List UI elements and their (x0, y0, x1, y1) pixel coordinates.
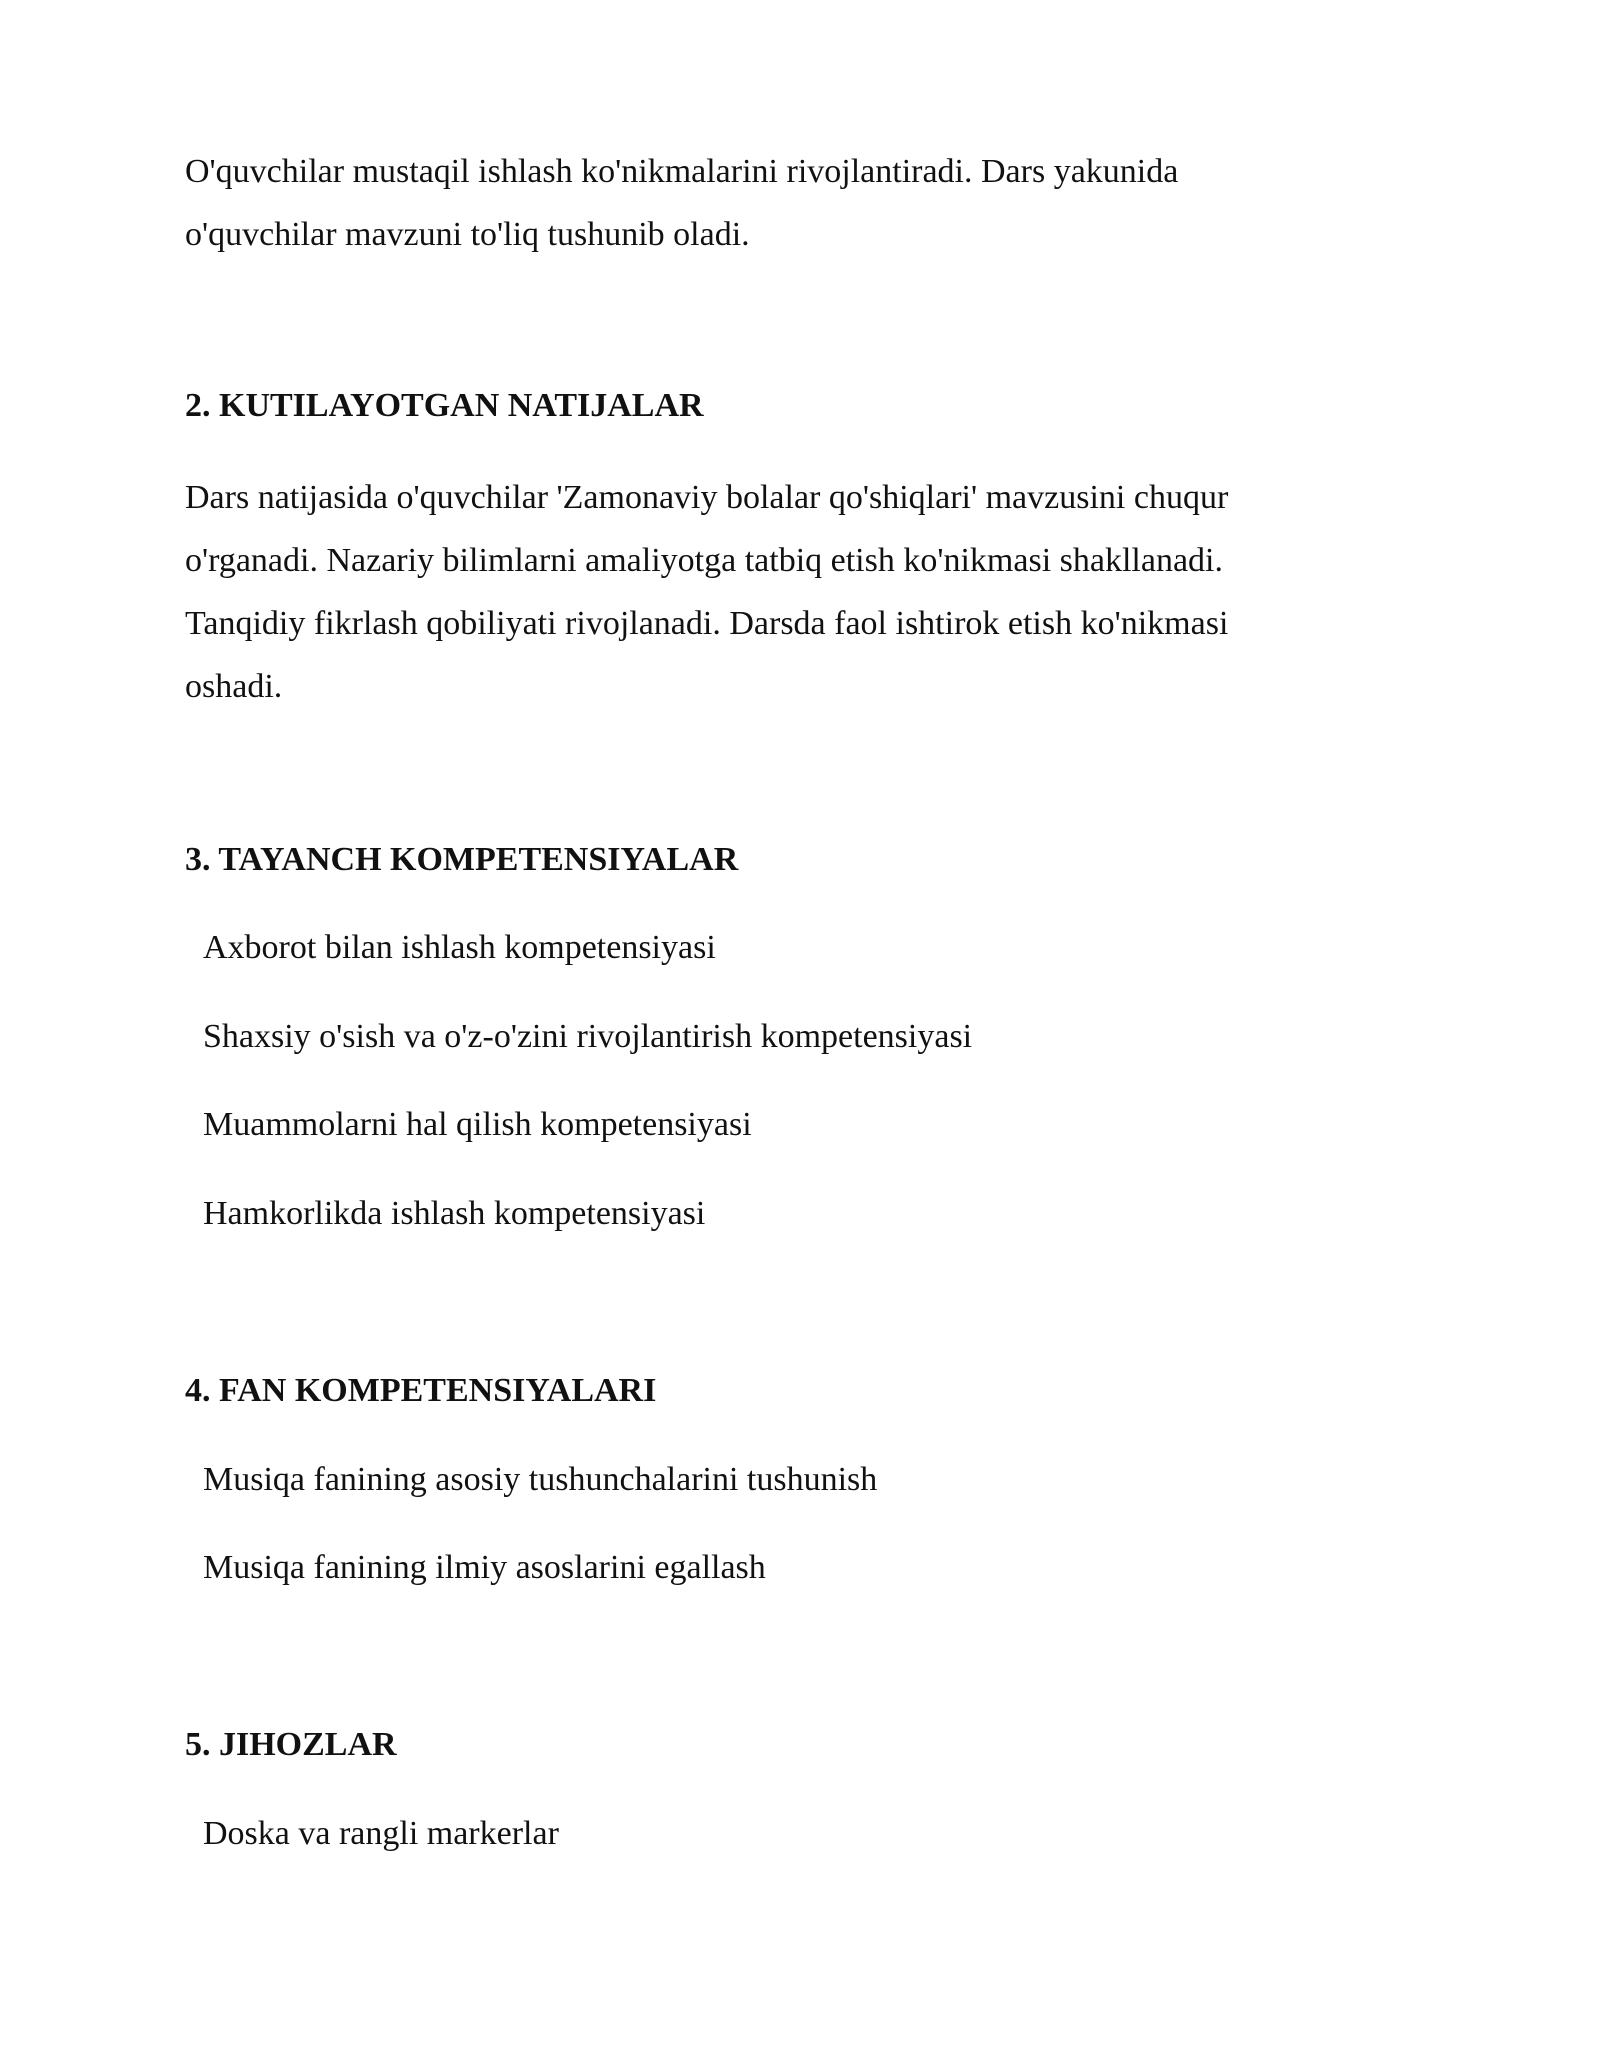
intro-paragraph (185, 140, 1385, 266)
list-item: Muammolarni hal qilish kompetensiyasi (203, 1106, 752, 1143)
section-heading-jihozlar: 5. JIHOZLAR (185, 1726, 397, 1763)
paragraph-line: oshadi. (185, 668, 283, 705)
intro-line: o'quvchilar mavzuni to'liq tushunib oladi. (185, 216, 750, 253)
list-item: Hamkorlikda ishlash kompetensiyasi (203, 1195, 706, 1232)
list-item: Axborot bilan ishlash kompetensiyasi (203, 929, 716, 966)
list-item: Doska va rangli markerlar (203, 1815, 559, 1852)
intro-line: O'quvchilar mustaqil ishlash ko'nikmalarini rivojlantiradi. Dars yakunida (185, 153, 1179, 190)
paragraph-line: Tanqidiy fikrlash qobiliyati rivojlanadi. Darsda faol ishtirok etish ko'nikmasi (185, 605, 1229, 642)
section-paragraph-natijalar (185, 466, 1385, 718)
list-item: Musiqa fanining ilmiy asoslarini egallash (203, 1549, 766, 1586)
section-heading-fan-kompetensiyalari: 4. FAN KOMPETENSIYALARI (185, 1372, 657, 1409)
section-heading-kutilayotgan-natijalar: 2. KUTILAYOTGAN NATIJALAR (185, 387, 704, 424)
section-heading-tayanch-kompetensiyalar: 3. TAYANCH KOMPETENSIYALAR (185, 841, 739, 878)
list-item: Musiqa fanining asosiy tushunchalarini tushunish (203, 1461, 878, 1498)
list-item: Shaxsiy o'sish va o'z-o'zini rivojlantirish kompetensiyasi (203, 1018, 973, 1055)
paragraph-line: Dars natijasida o'quvchilar 'Zamonaviy bolalar qo'shiqlari' mavzusini chuqur (185, 479, 1229, 516)
paragraph-line: o'rganadi. Nazariy bilimlarni amaliyotga tatbiq etish ko'nikmasi shakllanadi. (185, 542, 1223, 579)
